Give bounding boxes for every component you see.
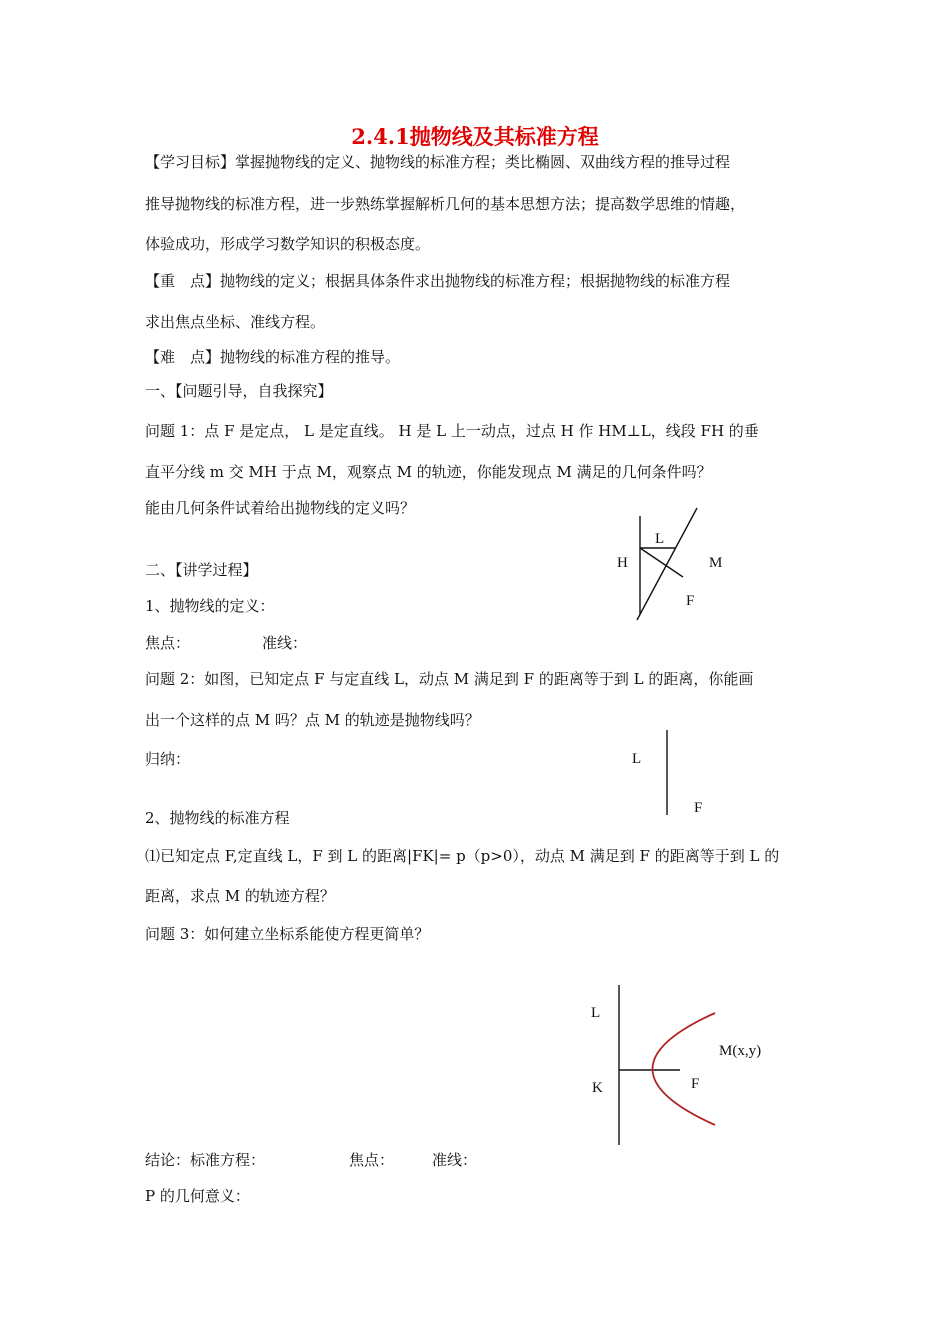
- objectives-line-3: 体验成功，形成学习数学知识的积极态度。: [145, 235, 431, 253]
- fig3-parabola-curve: [653, 1013, 716, 1125]
- fig3-label-l: L: [591, 1005, 601, 1021]
- key-points-line-1: 【重 点】抛物线的定义；根据具体条件求出抛物线的标准方程；根据抛物线的标准方程: [145, 272, 731, 290]
- key-points-line-2: 求出焦点坐标、准线方程。: [145, 313, 326, 331]
- conclusion-directrix-label: 准线：: [432, 1151, 478, 1169]
- p-meaning-label: P 的几何意义：: [145, 1187, 250, 1205]
- fig1-label-h: H: [617, 555, 628, 571]
- difficulty-line: 【难 点】抛物线的标准方程的推导。: [145, 348, 401, 366]
- question3-line: 问题 3：如何建立坐标系能使方程更简单？: [145, 925, 430, 943]
- figure-2: [632, 730, 702, 816]
- fig1-segment-fh: [640, 548, 683, 577]
- fig2-label-f: F: [694, 800, 703, 816]
- fig2-label-l: L: [632, 751, 642, 767]
- figure-1: [617, 508, 722, 620]
- fig1-label-l: L: [655, 531, 665, 547]
- question1-line-2: 直平分线 m 交 MH 于点 M，观察点 M 的轨迹，你能发现点 M 满足的几何条件吗？: [145, 463, 712, 481]
- fig1-label-m: M: [709, 555, 723, 571]
- directrix-label: 准线：: [262, 634, 308, 652]
- fig3-label-k: K: [592, 1080, 603, 1096]
- fig1-label-f: F: [686, 593, 695, 609]
- question1-line-3: 能由几何条件试着给出抛物线的定义吗？: [145, 499, 416, 517]
- problem1-line-1: ⑴已知定点 F,定直线 L，F 到 L 的距离|FK|= p（p>0），动点 M 满足到 F 的距离等于到 L 的: [145, 847, 780, 865]
- section1-heading: 一、【问题引导，自我探究】: [145, 382, 333, 400]
- summary-label: 归纳：: [145, 750, 191, 768]
- figure-3: [591, 985, 761, 1145]
- focus-label: 焦点：: [145, 634, 191, 652]
- page-title: 2.4.1抛物线及其标准方程: [351, 124, 599, 149]
- problem1-line-2: 距离，求点 M 的轨迹方程？: [145, 887, 335, 905]
- objectives-line-1: 【学习目标】掌握抛物线的定义、抛物线的标准方程；类比椭圆、双曲线方程的推导过程: [145, 153, 731, 171]
- question2-line-1: 问题 2：如图，已知定点 F 与定直线 L，动点 M 满足到 F 的距离等于到 L 的距离，你能画: [145, 670, 754, 688]
- question2-line-2: 出一个这样的点 M 吗？点 M 的轨迹是抛物线吗？: [145, 711, 480, 729]
- conclusion-label: 结论：标准方程：: [145, 1151, 266, 1169]
- question1-line-1: 问题 1：点 F 是定点， L 是定直线。 H 是 L 上一动点，过点 H 作 HM⊥L，线段 FH 的垂: [145, 422, 759, 440]
- conclusion-focus-label: 焦点：: [349, 1151, 395, 1169]
- standard-equation-heading: 2、抛物线的标准方程: [145, 809, 290, 827]
- definition-heading: 1、抛物线的定义：: [145, 597, 275, 615]
- objectives-line-2: 推导抛物线的标准方程，进一步熟练掌握解析几何的基本思想方法；提高数学思维的情趣，: [145, 195, 746, 213]
- section2-heading: 二、【讲学过程】: [145, 561, 258, 579]
- fig3-label-f: F: [691, 1076, 700, 1092]
- fig3-label-m: M(x,y): [719, 1043, 762, 1059]
